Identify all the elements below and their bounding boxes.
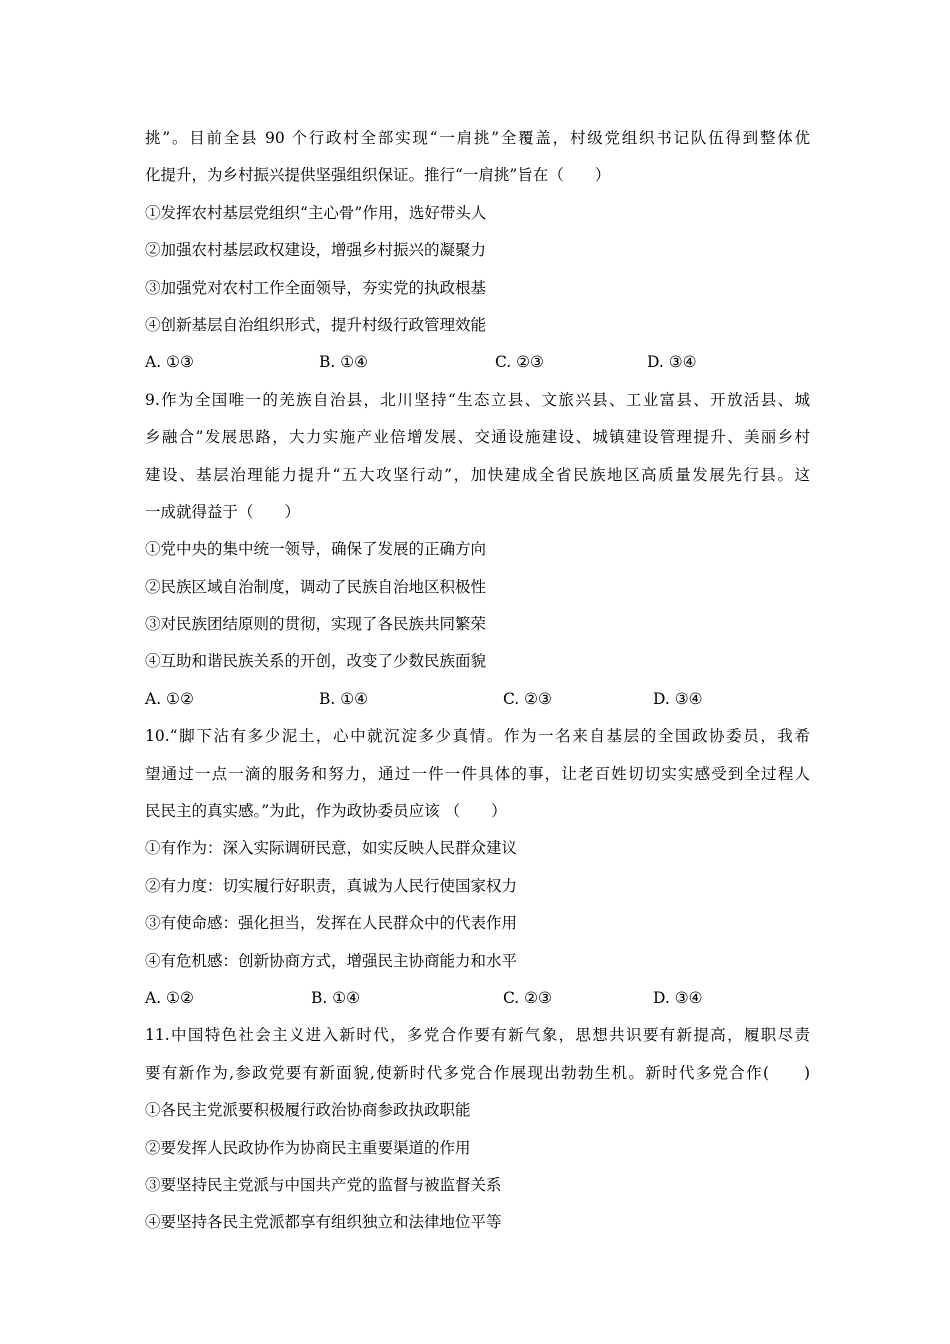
question-stem-line: 望通过一点一滴的服务和努力，通过一件一件具体的事，让老百姓切切实实感受到全过程人 — [145, 764, 810, 783]
question-stem-line: 要有新作为,参政党要有新面貌,使新时代多党合作展现出勃勃生机。新时代多党合作( ) — [145, 1063, 810, 1082]
option-c: C. ②③ — [503, 689, 552, 708]
statement-3: ③要坚持民主党派与中国共产党的监督与被监督关系 — [145, 1175, 502, 1194]
question-stem-line: 乡融合”发展思路，大力实施产业倍增发展、交通设施建设、城镇建设管理提升、美丽乡村 — [145, 428, 810, 447]
option-c: C. ②③ — [503, 988, 552, 1007]
question-stem-line: 9.作为全国唯一的羌族自治县，北川坚持“生态立县、文旅兴县、工业富县、开放活县、城 — [145, 390, 810, 409]
question-8 — [145, 120, 810, 382]
statement-1: ①发挥农村基层党组织“主心骨”作用，选好带头人 — [145, 203, 487, 222]
question-stem-line: 建设、基层治理能力提升“五大攻坚行动”，加快建成全省民族地区高质量发展先行县。这 — [145, 465, 810, 484]
answer-options — [145, 681, 810, 718]
statement-3: ③有使命感：强化担当，发挥在人民群众中的代表作用 — [145, 914, 518, 933]
statement-4: ④互助和谐民族关系的开创，改变了少数民族面貌 — [145, 652, 487, 671]
option-b: B. ①④ — [319, 353, 369, 372]
statement-1: ①有作为：深入实际调研民意，如实反映人民群众建议 — [145, 839, 518, 858]
option-c: C. ②③ — [495, 353, 544, 372]
question-10 — [145, 718, 810, 1017]
question-11 — [145, 1017, 810, 1241]
statement-2: ②要发挥人民政协作为协商民主重要渠道的作用 — [145, 1138, 471, 1157]
question-stem-line: 10.“脚下沾有多少泥土，心中就沉淀多少真情。作为一名来自基层的全国政协委员，我希 — [145, 727, 810, 746]
statement-3: ③加强党对农村工作全面领导，夯实党的执政根基 — [145, 278, 487, 297]
statement-4: ④创新基层自治组织形式，提升村级行政管理效能 — [145, 315, 487, 334]
page-content — [145, 120, 810, 1242]
option-d: D. ③④ — [647, 353, 697, 372]
statement-3: ③对民族团结原则的贯彻，实现了各民族共同繁荣 — [145, 615, 487, 634]
option-b: B. ①④ — [311, 988, 361, 1007]
answer-options — [145, 344, 810, 381]
statement-1: ①各民主党派要积极履行政治协商参政执政职能 — [145, 1101, 471, 1120]
statement-2: ②民族区域自治制度，调动了民族自治地区积极性 — [145, 577, 487, 596]
answer-options — [145, 980, 810, 1017]
question-stem-line: 挑”。目前全县 90 个行政村全部实现“一肩挑”全覆盖，村级党组织书记队伍得到整体优 — [145, 129, 810, 147]
statement-2: ②有力度：切实履行好职责，真诚为人民行使国家权力 — [145, 876, 518, 895]
question-stem-line: 民民主的真实感。”为此，作为政协委员应该 （ ） — [145, 802, 507, 821]
question-9 — [145, 382, 810, 719]
option-b: B. ①④ — [319, 689, 369, 708]
question-stem-line: 化提升，为乡村振兴提供坚强组织保证。推行“一肩挑”旨在（ ） — [145, 166, 611, 185]
statement-2: ②加强农村基层政权建设，增强乡村振兴的凝聚力 — [145, 241, 487, 260]
statement-4: ④要坚持各民主党派都享有组织独立和法律地位平等 — [145, 1213, 502, 1232]
question-stem-line: 11.中国特色社会主义进入新时代，多党合作要有新气象，思想共识要有新提高，履职尽责 — [145, 1026, 810, 1045]
option-d: D. ③④ — [653, 988, 703, 1007]
option-a: A. ①③ — [145, 353, 194, 372]
statement-4: ④有危机感：创新协商方式，增强民主协商能力和水平 — [145, 951, 518, 970]
option-a: A. ①② — [145, 689, 194, 708]
option-a: A. ①② — [145, 988, 194, 1007]
question-stem-line: 一成就得益于（ ） — [145, 502, 301, 521]
statement-1: ①党中央的集中统一领导，确保了发展的正确方向 — [145, 540, 487, 559]
option-d: D. ③④ — [653, 689, 703, 708]
